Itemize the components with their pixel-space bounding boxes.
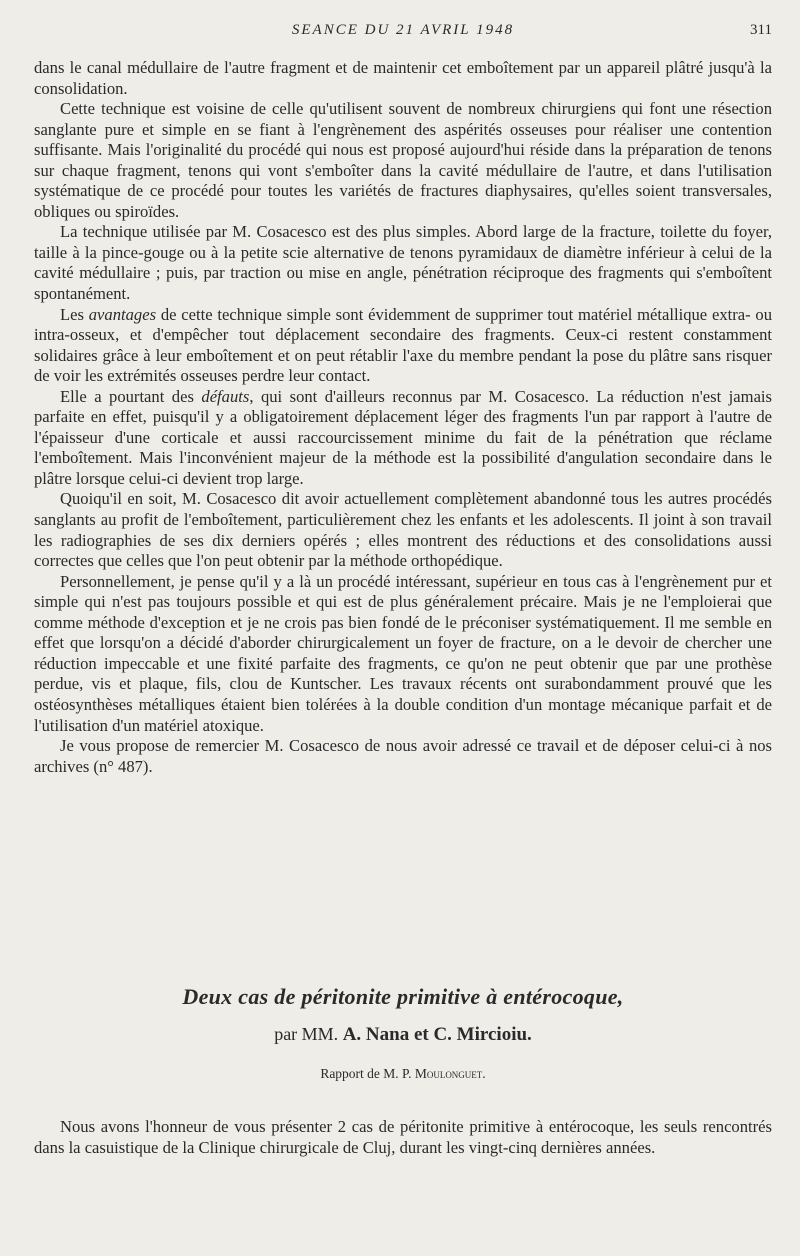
paragraph-2: Cette technique est voisine de celle qu'utilisent souvent de nombreux chirurgiens qui font une résection sanglante pure et simple en se fiant à l'engrènement des aspérités osseuses pour réaliser une contention suffisante. Mais l'originalité du procédé qui nous est proposé aujourd'hui réside dans la préparation de tenons sur chaque fragment, tenons qui vont s'emboîter dans la cavité médullaire de l'autre, et dans l'utilisation systématique de ce procédé pour toutes les variétés de fractures diaphysaires, qu'elles soient transversales, obliques ou spiroïdes. (34, 99, 772, 221)
report-body (34, 58, 772, 777)
article-intro (34, 1117, 772, 1158)
page-number: 311 (750, 22, 772, 38)
report-prefix: Rapport de M. P. (320, 1066, 415, 1081)
running-head (34, 22, 772, 44)
reporter-name: Moulonguet. (414, 1066, 486, 1081)
session-title: SEANCE DU 21 AVRIL 1948 (291, 22, 515, 38)
paragraph-5 (34, 387, 772, 490)
emphasis-defauts: défauts (201, 386, 250, 406)
paragraph-4 (34, 305, 772, 387)
article-authors (34, 1024, 772, 1046)
paragraph-6: Quoiqu'il en soit, M. Cosacesco dit avoir actuellement complètement abandonné tous les autres procédés sanglants au profit de l'emboîtement, particulièrement chez les enfants et les adolescents. Il joint à son travail les radiographies de ses dix derniers opérés ; elles montrent des réductions et des consolidations aussi correctes que celles que l'on peut obtenir par la méthode orthopédique. (34, 489, 772, 571)
article-heading (34, 984, 772, 1082)
authors-names: A. Nana et C. Mircioiu. (342, 1024, 532, 1045)
paragraph-8: Je vous propose de remercier M. Cosacesco de nous avoir adressé ce travail et de déposer celui-ci à nos archives (n° 487). (34, 736, 772, 776)
authors-prefix: par MM. (274, 1024, 343, 1044)
paragraph-5-lead: Elle a pourtant des (60, 386, 202, 406)
emphasis-avantages: avantages (88, 304, 157, 324)
paragraph-7: Personnellement, je pense qu'il y a là un procédé intéressant, supérieur en tous cas à l'engrènement pur et simple qui n'est pas toujours possible et qui est de plus généralement précaire. Mais je ne l'emploierai que comme méthode d'exception et je ne crois pas bien fondé de le préconiser systématiquement. Il me semble en effet que lorsqu'on a décidé d'aborder chirurgicalement un foyer de fracture, on a le devoir de chercher une réduction impeccable et une fixité parfaite des fragments, ce qu'on ne peut obtenir que par une prothèse perdue, vis et plaque, fils, clou de Kuntscher. Les travaux récents ont surabondamment prouvé que les ostéosynthèses métalliques étaient bien tolérées à la double condition d'un montage mécanique parfait et de l'utilisation d'un matériel atoxique. (34, 571, 772, 735)
intro-paragraph: Nous avons l'honneur de vous présenter 2 cas de péritonite primitive à entérocoque, les seuls rencontrés dans la casuistique de la Clinique chirurgicale de Cluj, durant les vingt-cinq dernières années. (34, 1117, 772, 1157)
report-credit (34, 1066, 772, 1082)
paragraph-4-lead: Les (60, 304, 89, 324)
paragraph-5-rest: , qui sont d'ailleurs reconnus par M. Cosacesco. La réduction n'est jamais parfaite en effet, puisqu'il y a obligatoirement déplacement léger des fragments l'un par rapport à l'autre de l'épaisseur d'une corticale et aussi raccourcissement minime du fait de la pénétration que réclame l'emboîtement. Mais l'inconvénient majeur de la méthode est la possibilité d'angulation secondaire dans le plâtre lorsque celui-ci devient trop large. (34, 386, 772, 488)
paragraph-1: dans le canal médullaire de l'autre fragment et de maintenir cet emboîtement par un appareil plâtré jusqu'à la consolidation. (34, 58, 772, 98)
paragraph-4-rest: de cette technique simple sont évidemment de supprimer tout matériel métallique extra- ou intra-osseux, et d'empêcher tout déplacement secondaire des fragments. Ceux-ci restent constamment solidaires grâce à leur emboîtement et on peut rétablir l'axe du membre pendant la pose du plâtre sans risquer de voir les extrémités osseuses perdre leur contact. (34, 304, 773, 386)
paragraph-3: La technique utilisée par M. Cosacesco est des plus simples. Abord large de la fracture, toilette du foyer, taille à la pince-gouge ou à la petite scie alternative de tenons pyramidaux de diamètre inférieur à celui de la cavité médullaire ; puis, par traction ou mise en angle, pénétration réciproque des fragments qui s'emboîtent spontanément. (34, 222, 772, 304)
article-title: Deux cas de péritonite primitive à entérocoque, (182, 984, 624, 1009)
